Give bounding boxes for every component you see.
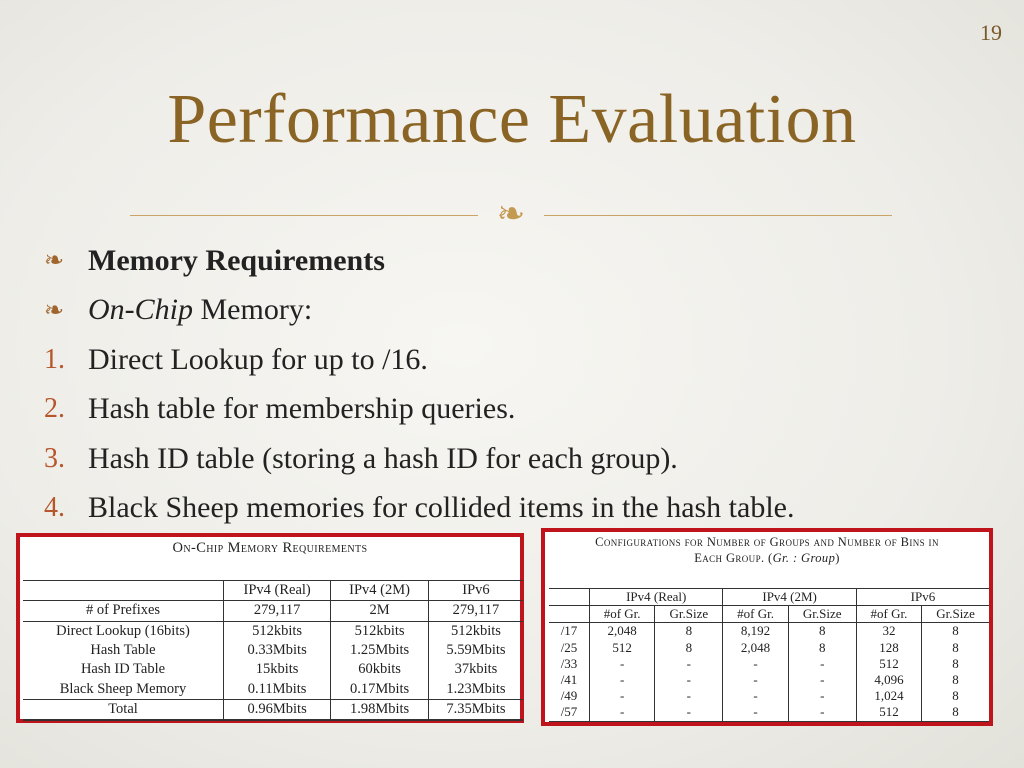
ornament-bullet-icon: ❧: [44, 297, 65, 324]
caption-italic: Gr. : Group: [772, 551, 836, 565]
table-cell: 0.17Mbits: [331, 679, 429, 699]
table-cell: 37kbits: [428, 660, 523, 679]
subheader-cell: #of Gr.: [590, 606, 655, 623]
table-subheader-row: [549, 606, 989, 623]
table-cell: 15kbits: [224, 660, 331, 679]
row-label: Hash Table: [90, 642, 156, 659]
table-cell: -: [590, 672, 655, 688]
header-cell: IPv4 (2M): [331, 581, 429, 601]
table-cell: 32: [856, 623, 921, 640]
group-header: IPv6: [856, 589, 989, 606]
bullet-text: Memory:: [193, 293, 313, 327]
table-caption: On-Chip Memory Requirements: [172, 540, 368, 556]
numbered-item: [44, 484, 1004, 534]
table-total-row: [23, 699, 523, 720]
bullet-item: [44, 236, 1004, 286]
row-label: /33: [560, 655, 578, 671]
divider-line-left: [130, 215, 478, 216]
row-label: Total: [23, 699, 224, 720]
row-label: /17: [560, 623, 578, 639]
table-cell: -: [655, 688, 723, 704]
item-number: 1.: [44, 343, 65, 375]
table-cell: 128: [856, 640, 921, 656]
table-row: [23, 679, 523, 699]
table-cell: 60kbits: [331, 660, 429, 679]
bullet-item: [44, 286, 1004, 336]
table-cell: 8: [922, 704, 989, 721]
ornament-bullet-icon: ❧: [44, 248, 65, 275]
table-cell: 1.98Mbits: [331, 699, 429, 720]
numbered-item: [44, 335, 1004, 385]
table-row: [23, 601, 523, 621]
table-caption: [545, 534, 989, 566]
table-cell: -: [590, 688, 655, 704]
bullet-list: [44, 236, 1004, 533]
table-cell: 8: [922, 623, 989, 640]
table-cell: -: [788, 688, 856, 704]
item-text: Black Sheep memories for collided items in the hash table.: [88, 491, 795, 525]
item-number: 4.: [44, 492, 65, 524]
table-cell: -: [723, 704, 788, 721]
table-cell: -: [723, 672, 788, 688]
table-cell: 0.11Mbits: [224, 679, 331, 699]
table-cell: 8,192: [723, 623, 788, 640]
item-text: Direct Lookup for up to /16.: [88, 342, 428, 376]
group-header: IPv4 (Real): [590, 589, 723, 606]
slide-number: 19: [980, 20, 1002, 45]
table-cell: -: [723, 688, 788, 704]
subheader-cell: Gr.Size: [922, 606, 989, 623]
caption-line-2: Each Group. (: [694, 551, 773, 565]
row-label: # of Prefixes: [23, 601, 224, 621]
table-cell: 7.35Mbits: [428, 699, 523, 720]
row-label: /57: [549, 704, 590, 721]
item-text: Hash ID table (storing a hash ID for each group).: [88, 441, 678, 475]
config-table-grid: [549, 588, 989, 722]
table-cell: 279,117: [224, 601, 331, 621]
table-cell: 512: [856, 656, 921, 672]
subheader-cell: Gr.Size: [655, 606, 723, 623]
table-row: [549, 623, 989, 640]
caption-end: ): [835, 551, 840, 565]
table-cell: -: [590, 704, 655, 721]
table-cell: 8: [788, 640, 856, 656]
divider-line-right: [544, 215, 892, 216]
table-row: [549, 704, 989, 721]
table-header-row: [23, 581, 523, 601]
header-cell-empty: [23, 581, 224, 601]
table-cell: 8: [922, 672, 989, 688]
table-row: [23, 660, 523, 679]
table-cell: 1.25Mbits: [331, 641, 429, 660]
table-cell: -: [590, 656, 655, 672]
table-group-header-row: [549, 589, 989, 606]
item-number: 3.: [44, 442, 65, 474]
table-cell: 512kbits: [331, 621, 429, 641]
numbered-item: [44, 434, 1004, 484]
table-cell: -: [723, 656, 788, 672]
bullet-text-italic: On-Chip: [88, 293, 193, 327]
table-cell: 1,024: [856, 688, 921, 704]
table-cell: -: [655, 672, 723, 688]
table-cell: -: [788, 656, 856, 672]
table-cell: -: [788, 672, 856, 688]
onchip-table-grid: [23, 580, 523, 721]
table-cell: 512: [590, 640, 655, 656]
table-cell: 512kbits: [224, 621, 331, 641]
table-cell: 279,117: [428, 601, 523, 621]
item-text: Hash table for membership queries.: [88, 392, 516, 426]
table-cell: 8: [788, 623, 856, 640]
row-label: Hash ID Table: [80, 661, 166, 678]
table-cell: 8: [655, 623, 723, 640]
table-cell: 4,096: [856, 672, 921, 688]
table-cell: -: [788, 704, 856, 721]
row-label: Direct Lookup (16bits): [56, 622, 190, 639]
table-row: [549, 640, 989, 656]
table-cell: 8: [922, 688, 989, 704]
subheader-cell: #of Gr.: [856, 606, 921, 623]
bullet-text: Memory Requirements: [88, 243, 385, 277]
group-header: IPv4 (2M): [723, 589, 856, 606]
table-cell: 2M: [331, 601, 429, 621]
title-divider: [130, 194, 892, 234]
ornament-icon: ❧: [496, 194, 526, 234]
header-cell-empty: [549, 606, 590, 623]
configuration-table: [541, 528, 993, 726]
table-row: [23, 621, 523, 641]
table-cell: 0.33Mbits: [224, 641, 331, 660]
numbered-item: [44, 385, 1004, 435]
row-label: /25: [560, 639, 578, 655]
onchip-memory-table: [16, 533, 524, 723]
subheader-cell: #of Gr.: [723, 606, 788, 623]
table-cell: -: [655, 704, 723, 721]
header-cell: IPv6: [428, 581, 523, 601]
table-row: [549, 656, 989, 672]
table-cell: 512kbits: [428, 621, 523, 641]
table-cell: 0.96Mbits: [224, 699, 331, 720]
table-cell: 8: [922, 640, 989, 656]
item-number: 2.: [44, 393, 65, 425]
table-cell: 512: [856, 704, 921, 721]
table-cell: -: [655, 656, 723, 672]
row-label: /41: [560, 672, 578, 688]
table-cell: 2,048: [590, 623, 655, 640]
header-cell-empty: [549, 589, 590, 606]
table-cell: 1.23Mbits: [428, 679, 523, 699]
table-row: [549, 688, 989, 704]
table-row: [549, 672, 989, 688]
table-cell: 8: [922, 656, 989, 672]
row-label: /49: [560, 688, 578, 704]
table-cell: 2,048: [723, 640, 788, 656]
row-label: Black Sheep Memory: [23, 679, 224, 699]
table-row: [23, 641, 523, 660]
slide-title: Performance Evaluation: [167, 81, 857, 158]
subheader-cell: Gr.Size: [788, 606, 856, 623]
table-cell: 5.59Mbits: [428, 641, 523, 660]
caption-line-1: Configurations for Number of Groups and Number of Bins in: [595, 535, 939, 549]
header-cell: IPv4 (Real): [224, 581, 331, 601]
table-cell: 8: [655, 640, 723, 656]
